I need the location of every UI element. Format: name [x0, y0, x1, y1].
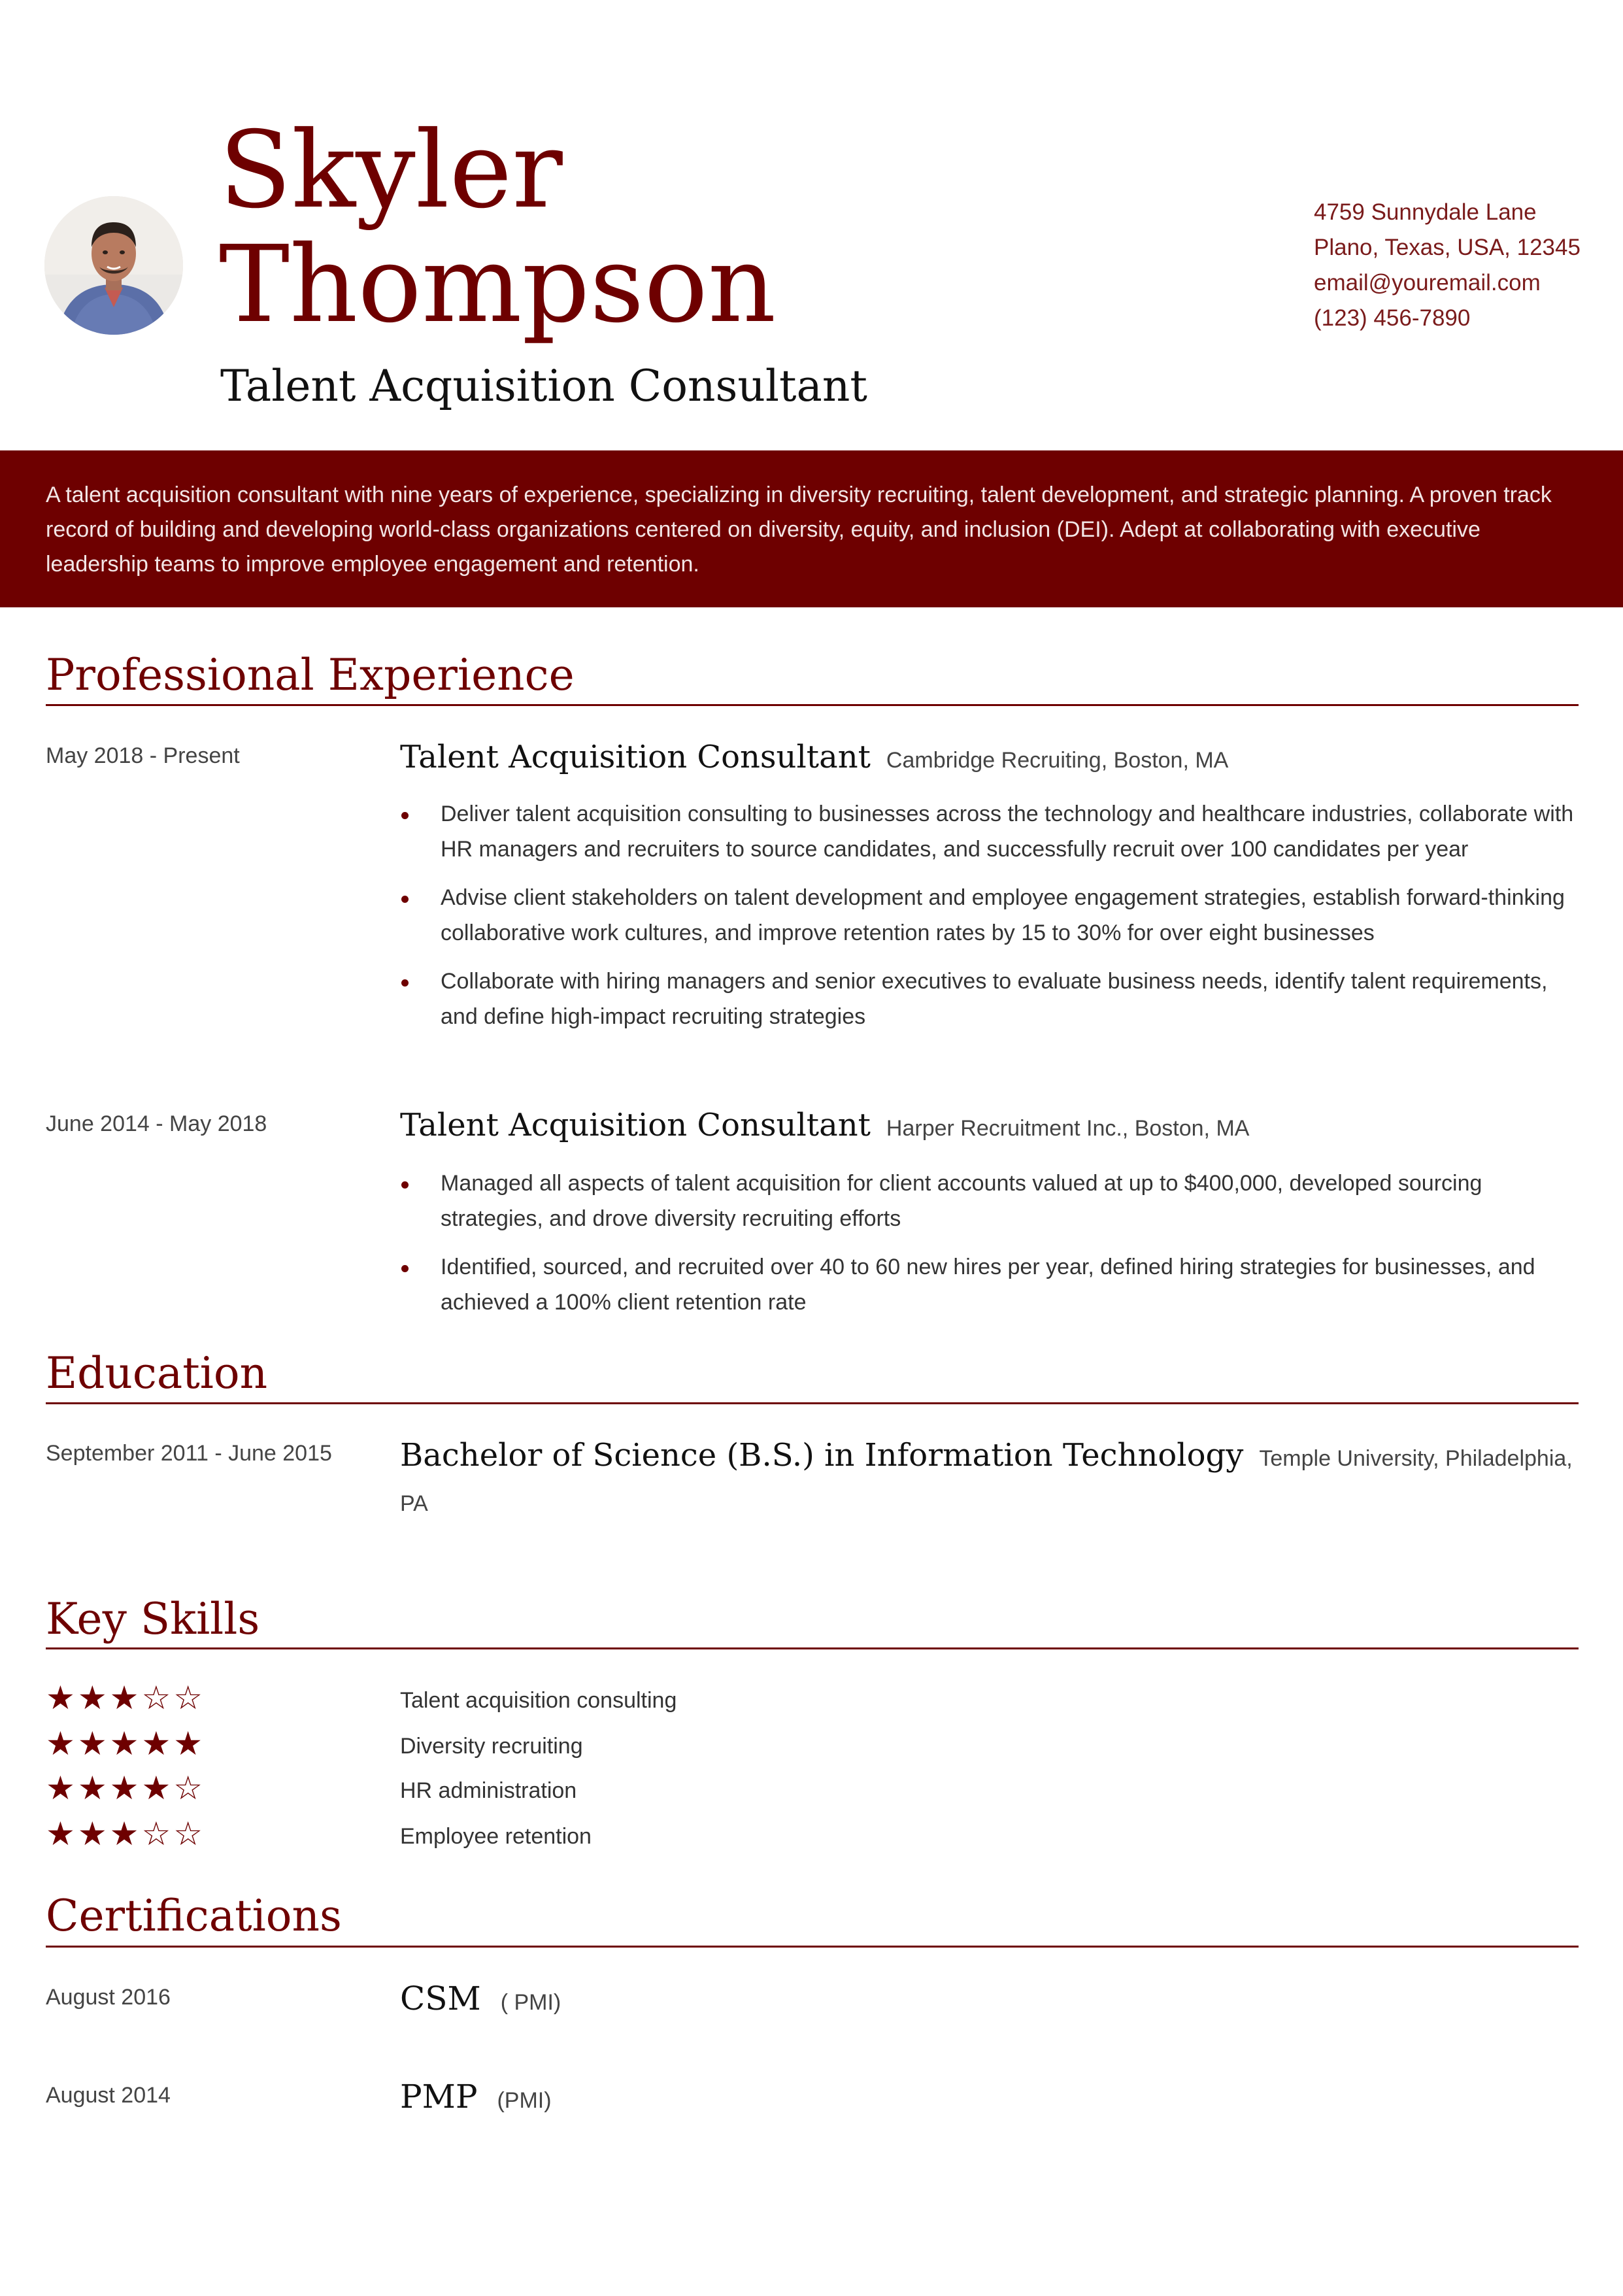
job-2-header — [400, 1107, 1249, 1143]
job-2-role: Talent Acquisition Consultant — [400, 1107, 871, 1143]
job-1-org: Cambridge Recruiting, Boston, MA — [886, 748, 1229, 773]
contact-address: 4759 Sunnydale Lane — [1314, 199, 1537, 225]
job-2-bullets — [400, 1166, 1577, 1333]
profile-photo-image — [44, 196, 183, 335]
job-1-bullet: Collaborate with hiring managers and senior executives to evaluate business needs, identify talent requirements, and define high-impact recruiting strategies — [400, 964, 1577, 1034]
education-divider — [46, 1402, 1579, 1404]
cert-2 — [400, 2078, 552, 2116]
job-title: Talent Acquisition Consultant — [220, 361, 867, 411]
skill-row — [46, 1817, 1026, 1857]
job-1-dates: May 2018 - Present — [46, 743, 240, 768]
summary-text: A talent acquisition consultant with nine years of experience, specializing in diversity recruiting, talent development, and strategic planning. A proven track record of building and developing world-class organizations centered on diversity, equity, and inclusion (DEI). Adept at collaborating with executive leadership teams to improve employee engagement and retention. — [46, 482, 1552, 577]
star-rating-icon: ★★★★★ — [46, 1725, 206, 1762]
skill-label: Talent acquisition consulting — [400, 1688, 677, 1713]
skill-row — [46, 1681, 1026, 1721]
contact-phone: (123) 456-7890 — [1314, 305, 1471, 331]
last-name: Thompson — [219, 224, 777, 346]
star-rating-icon: ★★★★☆ — [46, 1770, 206, 1806]
education-header — [400, 1435, 1577, 1528]
job-1-bullet: Deliver talent acquisition consulting to businesses across the technology and healthcare industries, collaborate with HR managers and recruiters to source candidates, and successfully recruit over 100 candidates per year — [400, 796, 1577, 867]
cert-2-dates: August 2014 — [46, 2083, 171, 2108]
job-2-org: Harper Recruitment Inc., Boston, MA — [886, 1116, 1250, 1141]
skill-label: Diversity recruiting — [400, 1734, 583, 1759]
education-degree: Bachelor of Science (B.S.) in Information Technology — [400, 1437, 1244, 1474]
cert-1-issuer: ( PMI) — [500, 1990, 561, 2015]
experience-heading: Professional Experience — [46, 650, 575, 700]
skill-row — [46, 1727, 1026, 1766]
cert-1-dates: August 2016 — [46, 1985, 171, 2010]
certifications-heading: Certifications — [46, 1891, 342, 1941]
skill-label: HR administration — [400, 1778, 577, 1803]
education-dates: September 2011 - June 2015 — [46, 1441, 332, 1466]
job-1-header — [400, 739, 1228, 775]
job-2-dates: June 2014 - May 2018 — [46, 1111, 267, 1136]
first-name: Skyler — [219, 109, 563, 232]
job-1-role: Talent Acquisition Consultant — [400, 739, 871, 775]
contact-city: Plano, Texas, USA, 12345 — [1314, 235, 1581, 260]
skill-row — [46, 1772, 1026, 1811]
contact-block — [1314, 195, 1581, 336]
contact-email[interactable]: email@youremail.com — [1314, 270, 1541, 295]
cert-1-name: CSM — [400, 1980, 481, 2017]
education-heading: Education — [46, 1348, 268, 1398]
job-1-bullet: Advise client stakeholders on talent development and employee engagement strategies, establish forward-thinking collaborative work cultures, and improve retention rates by 15 to 30% for over eight businesses — [400, 880, 1577, 951]
cert-2-issuer: (PMI) — [497, 2088, 552, 2113]
education-school: Temple University, Philadelphia, PA — [400, 1446, 1573, 1516]
skill-label: Employee retention — [400, 1824, 592, 1849]
experience-divider — [46, 704, 1579, 706]
star-rating-icon: ★★★☆☆ — [46, 1815, 206, 1852]
skills-divider — [46, 1647, 1579, 1649]
cert-2-name: PMP — [400, 2078, 478, 2116]
certifications-divider — [46, 1946, 1579, 1948]
job-1-bullets — [400, 796, 1577, 1047]
job-2-bullet: Identified, sourced, and recruited over 40 to 60 new hires per year, defined hiring strategies for businesses, and achieved a 100% client retention rate — [400, 1249, 1577, 1320]
cert-1 — [400, 1980, 561, 2017]
star-rating-icon: ★★★☆☆ — [46, 1680, 206, 1716]
job-2-bullet: Managed all aspects of talent acquisition for client accounts valued at up to $400,000, developed sourcing strategies, and drove diversity recruiting efforts — [400, 1166, 1577, 1236]
skills-heading: Key Skills — [46, 1594, 260, 1644]
summary-band — [0, 450, 1623, 607]
profile-photo — [44, 196, 183, 335]
